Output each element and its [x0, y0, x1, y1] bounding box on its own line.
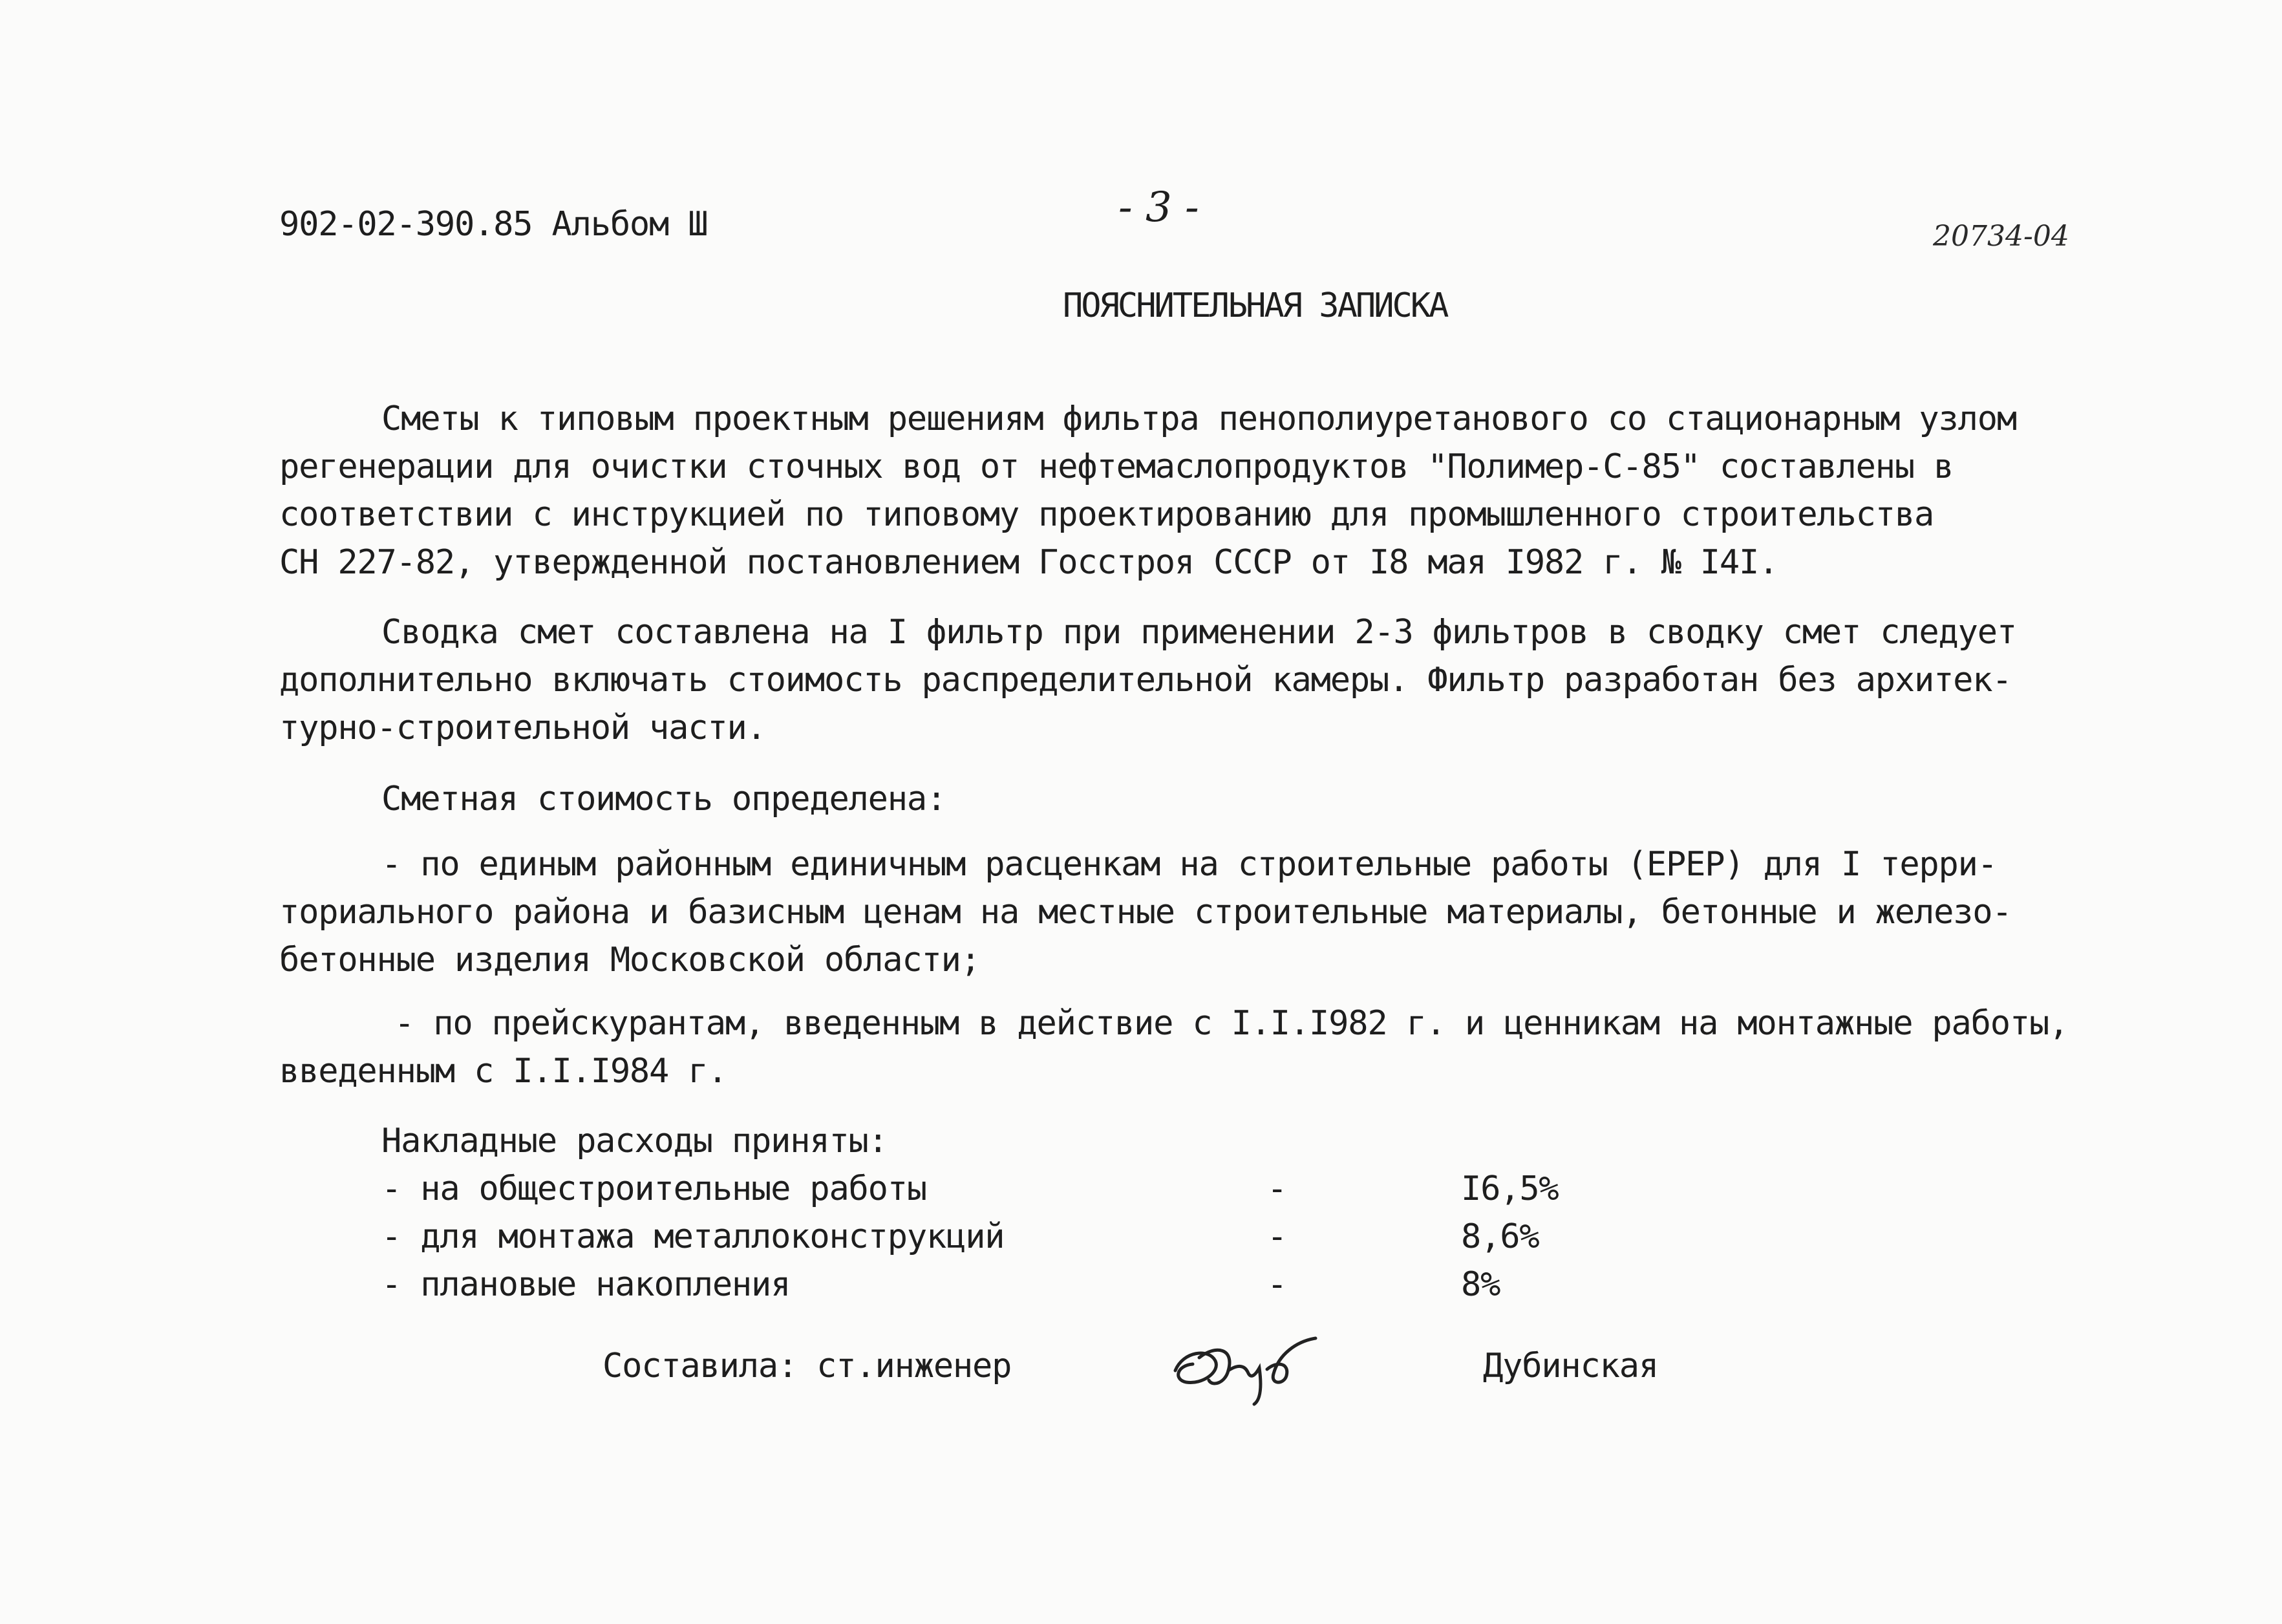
text-line: бетонные изделия Московской области; — [279, 941, 980, 979]
overhead-title: Накладные расходы приняты: — [381, 1122, 888, 1160]
handwritten-signature — [1164, 1325, 1332, 1409]
overhead-value: 8,6% — [1461, 1217, 1539, 1256]
overhead-value: I6,5% — [1461, 1170, 1559, 1208]
paragraph-estimates-intro — [279, 395, 2102, 586]
text-line: - по единым районным единичным расценкам на строительные работы (ЕРЕР) для I терри- — [381, 845, 1997, 884]
text-line: ториального района и базисным ценам на местные строительные материалы, бетонные и железо- — [279, 893, 2012, 932]
text-line: Сметная стоимость определена: — [381, 780, 946, 818]
compiler-label: Составила: ст.инженер — [602, 1347, 1012, 1385]
paragraph-price-lists — [279, 999, 2102, 1095]
overhead-dash: - — [1267, 1265, 1287, 1304]
paragraph-rates — [279, 840, 2102, 984]
document-title: ПОЯСНИТЕЛЬНАЯ ЗАПИСКА — [1063, 286, 1447, 325]
text-line: дополнительно включать стоимость распределительной камеры. Фильтр разработан без архитек- — [279, 661, 2012, 700]
overhead-row — [381, 1213, 1674, 1261]
document-code: 902-02-390.85 Альбом Ш — [279, 205, 708, 244]
overhead-label: - на общестроительные работы — [381, 1170, 926, 1208]
overhead-dash: - — [1267, 1217, 1287, 1256]
page-number: - 3 - — [1118, 184, 1199, 231]
paragraph-summary — [279, 608, 2102, 752]
overhead-costs-list — [381, 1117, 1674, 1309]
text-line: регенерации для очистки сточных вод от нефтемаслопродуктов "Полимер-С-85" составлены в — [279, 447, 1954, 486]
text-line: турно-строительной части. — [279, 709, 766, 747]
inventory-number: 20734-04 — [1933, 220, 2069, 253]
paragraph-cost-determined — [279, 775, 2102, 823]
text-line: СН 227-82, утвержденной постановлением Госстроя СССР от I8 мая I982 г. № I4I. — [279, 543, 1778, 582]
text-line: соответствии с инструкцией по типовому проектированию для промышленного строительства — [279, 495, 1934, 534]
text-line: введенным с I.I.I984 г. — [279, 1052, 727, 1091]
overhead-row — [381, 1261, 1674, 1309]
text-line: - по прейскурантам, введенным в действие с I.I.I982 г. и ценникам на монтажные работы, — [394, 1004, 2069, 1043]
overhead-row — [381, 1165, 1674, 1213]
overhead-label: - для монтажа металлоконструкций — [381, 1217, 1005, 1256]
compiler-name: Дубинская — [1483, 1347, 1658, 1385]
overhead-value: 8% — [1461, 1265, 1500, 1304]
overhead-dash: - — [1267, 1170, 1287, 1208]
text-line: Сметы к типовым проектным решениям фильтра пенополиуретанового со стационарным узлом — [381, 400, 2016, 438]
text-line: Сводка смет составлена на I фильтр при применении 2-3 фильтров в сводку смет следует — [381, 613, 2016, 652]
overhead-label: - плановые накопления — [381, 1265, 791, 1304]
